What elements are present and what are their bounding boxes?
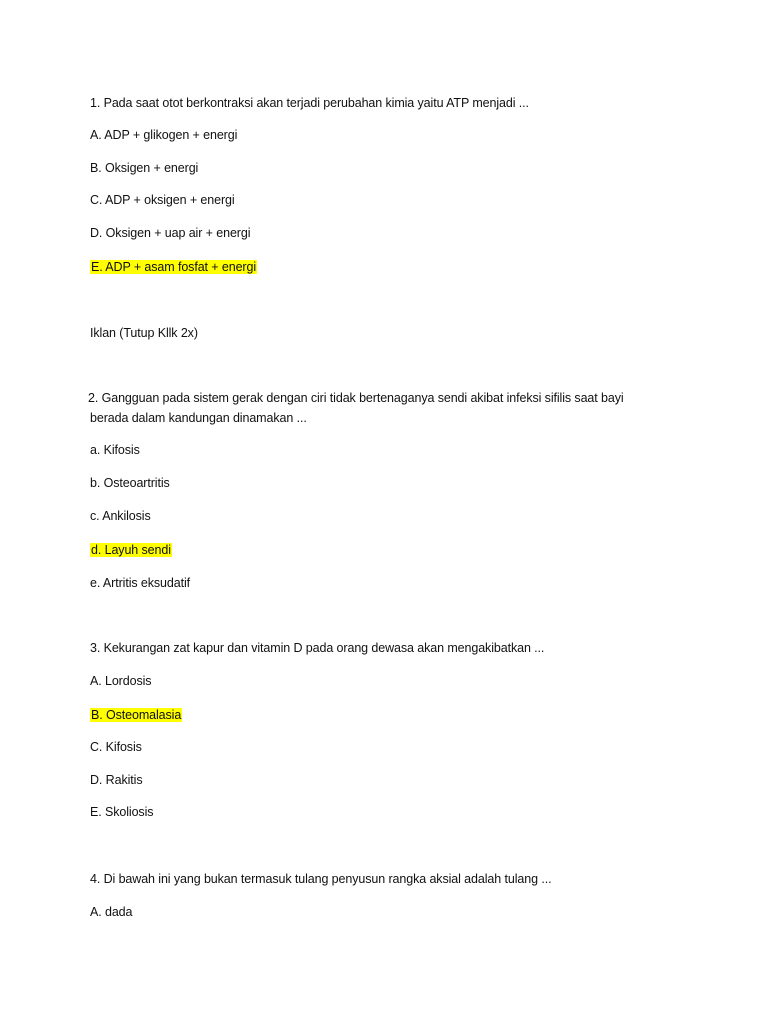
question-3-text: 3. Kekurangan zat kapur dan vitamin D pada orang dewasa akan mengakibatkan ... [90,641,545,655]
question-1-option-d: D. Oksigen + uap air + energi [90,226,251,240]
question-2-option-e: e. Artritis eksudatif [90,576,191,590]
question-1-option-c: C. ADP + oksigen + energi [90,193,235,207]
highlighted-answer: E. ADP + asam fosfat + energi [91,260,257,274]
question-1-text: 1. Pada saat otot berkontraksi akan terjadi perubahan kimia yaitu ATP menjadi ... [90,96,529,110]
question-2-option-c: c. Ankilosis [90,509,151,523]
question-1-option-e-answer [90,257,257,277]
question-3-option-c: C. Kifosis [90,740,142,754]
question-3-option-b-answer [90,705,182,725]
highlighted-answer: d. Layuh sendi [91,543,171,557]
question-4-text: 4. Di bawah ini yang bukan termasuk tulang penyusun rangka aksial adalah tulang ... [90,872,552,886]
question-2-option-b: b. Osteoartritis [90,476,170,490]
question-3-option-e: E. Skoliosis [90,805,154,819]
question-2-option-a: a. Kifosis [90,443,140,457]
question-1-option-b: B. Oksigen + energi [90,161,199,175]
question-1-option-a: A. ADP + glikogen + energi [90,128,238,142]
question-2-option-d-answer [90,540,172,560]
question-2-text-line-1: 2. Gangguan pada sistem gerak dengan ciri tidak bertenaganya sendi akibat infeksi sifilis saat bayi [88,391,624,405]
question-3-option-a: A. Lordosis [90,674,152,688]
question-3-option-d: D. Rakitis [90,773,143,787]
highlighted-answer: B. Osteomalasia [91,708,182,722]
ad-close-text[interactable]: Iklan (Tutup Kllk 2x) [90,326,198,340]
question-4-option-a: A. dada [90,905,133,919]
question-2-text-line-2: berada dalam kandungan dinamakan ... [90,411,307,425]
